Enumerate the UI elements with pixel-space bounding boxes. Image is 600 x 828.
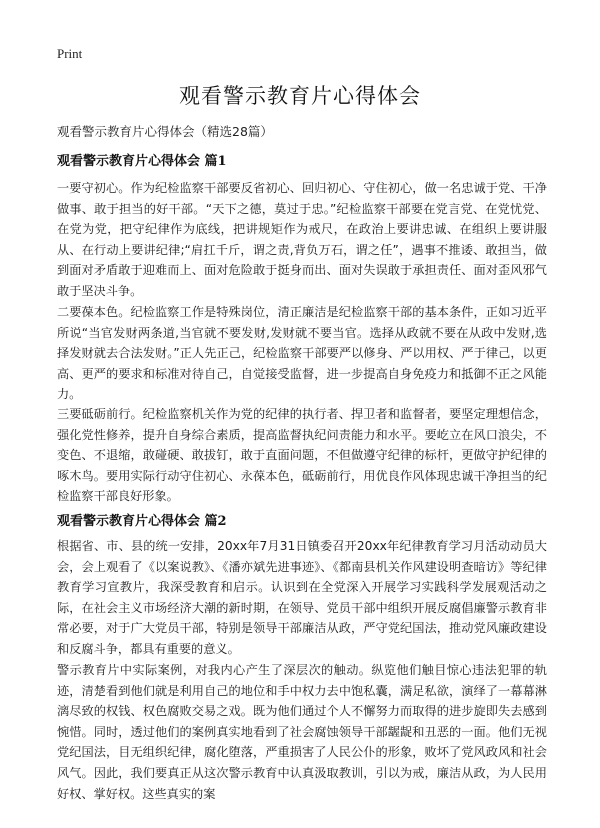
paragraph: 警示教育片中实际案例，对我内心产生了深层次的触动。纵览他们触目惊心违法犯罪的轨迹，清楚看到他们就是利用自己的地位和手中权力去中饱私囊，满足私欲，演绎了一幕幕淋漓尽致的权钱、权色腐败交易之戏。既为他们通过个人不懈努力而取得的进步旋即失去感到惋惜。同时，透过他们的案例真实地看到了社会腐蚀领导干部龌龊和丑恶的一面。他们无视党纪国法，目无组织纪律，腐化堕落，严重损害了人民公仆的形象，败坏了党风政风和社会风气。因此，我们要真正从这次警示教育中认真汲取教训，引以为戒，廉洁从政，为人民用好权、掌好权。这些真实的案 bbox=[57, 663, 547, 801]
section-heading-2: 观看警示教育片心得体会 篇2 bbox=[57, 514, 227, 529]
document-subtitle: 观看警示教育片心得体会（精选28篇） bbox=[57, 124, 273, 139]
paragraph: 三要砥砺前行。纪检监察机关作为党的纪律的执行者、捍卫者和监督者，要坚定理想信念，强化党性修养，提升自身综合素质，提高监督执纪问责能力和水平。要屹立在风口浪尖，不变色、不退缩，敢碰硬、敢拔钉，敢于直面问题，不但做遵守纪律的标杆，更做守护纪律的啄木鸟。要用实际行动守住初心、永葆本色，砥砺前行，用优良作风体现忠诚干净担当的纪检监察干部良好形象。 bbox=[57, 407, 547, 504]
page-title: 观看警示教育片心得体会 bbox=[179, 84, 421, 108]
paragraph: 根据省、市、县的统一安排，20xx年7月31日镇委召开20xx年纪律教育学习月活动动员大会，会上观看了《以案说教》、《潘亦斌先进事迹》、《都南县机关作风建设明查暗访》等纪律教育学习宣教片，我深受教育和启示。认识到在全党深入开展学习实践科学发展观活动之际，在社会主义市场经济大潮的新时期，在领导、党员干部中组织开展反腐倡廉警示教育非常必要，对于广大党员干部，特别是领导干部廉洁从政，严守党纪国法，推动党风廉政建设和反腐斗争，都具有重要的意义。 bbox=[57, 539, 547, 656]
print-link[interactable]: Print bbox=[57, 46, 83, 61]
paragraph: 二要葆本色。纪检监察工作是特殊岗位，清正廉洁是纪检监察干部的基本条件，正如习近平所说“当官发财两条道,当官就不要发财,发财就不要当官。选择从政就不要在从政中发财,选择发财就去合法发财。”正人先正己，纪检监察干部要严以修身、严以用权、严于律己，以更高、更严的要求和标准对待自己，自觉接受监督，进一步提高自身免疫力和抵御不正之风能力。 bbox=[57, 305, 547, 402]
paragraph: 一要守初心。作为纪检监察干部要反省初心、回归初心、守住初心，做一名忠诚于党、干净做事、敢于担当的好干部。“天下之德，莫过于忠。”纪检监察干部要在党言党、在党忧党、在党为党，把守纪律作为底线，把讲规矩作为戒尺，在政治上要讲忠诚、在组织上要讲服从、在行动上要讲纪律;“肩扛千斤，谓之责,背负万石，谓之任”，遇事不推诿、敢担当，做到面对矛盾敢于迎难而上、面对危险敢于挺身而出、面对失误敢于承担责任、面对歪风邪气敢于坚决斗争。 bbox=[57, 181, 547, 298]
section-heading-1: 观看警示教育片心得体会 篇1 bbox=[57, 154, 227, 169]
